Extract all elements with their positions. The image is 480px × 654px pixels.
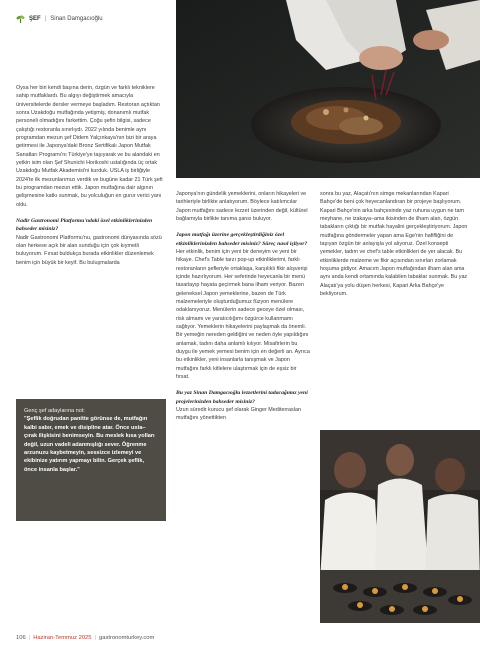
issue-date: Haziran-Temmuz 2025 (33, 635, 92, 641)
website-link[interactable]: gastronomturkey.com (99, 635, 155, 641)
footer-separator: | (28, 635, 31, 641)
kitchen-team-image (320, 430, 480, 623)
column-2 (176, 190, 311, 423)
question-2: Japon mutfağı üzerine gerçekleştirdiğiniz özel etkinliklerinizden bahseder misiniz? Süreç nasıl işliyor? (176, 232, 308, 247)
section-label: ŞEF (29, 16, 41, 22)
quote-body: "Şeflik doğrudan panitte görünse de, mutfağın kalbi sabır, emek ve disipline atar. Önce usta–çırak ilişkisini benimseyin. Bu meslek kısa yolları değil, uzun vadeli adanmışlığı sever. Öğrenme arzunuzu kaybetmeyin, sessizce izlemeyi ve ekibinize yatırım yapmayı bilin. Gerçek şeflik, önce insanla başlar." (24, 416, 155, 473)
answer-3: Uzun süredir kurucu şef olarak Ginger Mediterraslan mutfağını yönettikten (176, 407, 301, 422)
page-footer (16, 635, 154, 641)
chef-plating-photo (176, 0, 480, 178)
footer-separator-2: | (94, 635, 97, 641)
kitchen-team-photo (320, 430, 480, 623)
leaf-logo-icon (16, 14, 25, 24)
page-number: 106 (16, 635, 26, 641)
page-header (16, 14, 103, 24)
question-1: Nadir Gastronomi Platformu'ndaki özel etkinliklerinizden bahseder misiniz? (16, 218, 153, 233)
header-separator: | (44, 16, 47, 22)
col2-paragraph-1: Japonya'nın gündelik yemeklerini, onların hikayeleri ve tarihleriyle birlikte anlatıyorum. Böylece katılımcılar Japon mutfağını sadece lezzet üzerinden değil, kültürel bağlamıyla birlikte tanıma şansı buluyor. (176, 191, 308, 223)
column-1 (16, 84, 166, 267)
author-name: Sinan Damgacıoğlu (50, 16, 103, 22)
quote-box (16, 399, 166, 521)
intro-paragraph: Oysa her biri kendi başına derin, özgün ve farklı tekniklere sahip mutfaklardı. Bu algıyı değiştirmek amacıyla üniversitelerde dersler vermeye başladım. Restoran açtıktan sonra Uzakdoğu mutfağında yetişmiş, donanımlı mutfak personeli olmadığını farkettim. Çoğu şefin bilgisi, sadece çalıştığı restoranla sınırlıydı. 2022 yılında benimle aynı programdan mezun şef Didem Yalçınkaya'nın bizi bir araya getirmesi ile Japonya'daki Bronz Sertifikalı Japon Mutfak Sanatları Programı'nı Türkiye'ye taşıyarak ve bu alandaki en yetkin isim olan Şef Shunichi Horikoshi ustalığında üç ortak Uzakdoğu Mutfak Akademisi'ni kurduk. USLA iş birliğiyle 2024'te ilk mezunlarımızı verdik ve bugüne kadar 21 Türk şefi bu programdan mezun ettik. Japon mutfağına dair algının gelişmesine katkı sunmak, bu yolculuğun en gurur verici yanı oldu. (16, 85, 163, 208)
answer-1: Nadir Gastronomi Platformu'nu, gastronomi dünyasında sözü olan herkese açık bir alan sunduğu için çok kıymetli buluyorum. Fırsat buldukça burada etkinlikler düzenlemek benim için büyük bir keyif. Bu buluşmalarda (16, 234, 162, 266)
col3-paragraph-1: sonra bu yaz, Alaçatı'nın simge mekanlarından Kapari Bahçe'de beni çok heyecanlandıran bir projeye başlıyorum. Kapari Bahçe'nin arka bahçesinde yaz ruhuna uygun ne tam meyhane, ne izakaya–ama ikisinden de ilham alan, özgün tabakların çıktığı bir mutfak hayalini gerçekleştiriyorum. Japon mutfağına göndermeler yapan ama Ege'nin hafifliğini de taşıyan özgün bir anlayışla yol alıyoruz. Özel konsepti yemekler, tadım ve chef's table etkinlikleri de yer alacak. Bu etkinliklerde malzeme ve fikir açısından sınırları zorlamak hoşuma gidiyor. Amacım Japon mutfağından ilham alan ama aynı anda kendi ortamında kalabilen tabaklar sunmak. Bu yaz Alaçatı'ya yolu düşen herkesi, Kapari Arka Bahçe'ye bekliyorum. (320, 191, 468, 298)
chef-plating-image (176, 0, 480, 178)
quote-lead: Genç şef adaylarına not: (24, 408, 85, 414)
column-3 (320, 190, 470, 298)
question-3: Bu yaz Sinan Damgacıoğlu lezzetlerini tadacağımız yeni projelerinizden bahseder misiniz? (176, 390, 308, 405)
answer-2: Her etkinlik, benim için yeni bir deneyim ve yeni bir hikaye. Chef's Table tarzı pop-up etkinliklerimi, farklı restoranların şefleriyle ortaklaşa, karşılıklı fikir alışverişi içinde hazırlıyorum. Her seferinde heyecanla bir menü tasarlayıp hayata geçirmek bana ilham veriyor. Bazen geleneksel Japon yemeklerine, bazen de Türk malzemeleriyle oluşturduğumuz füzyon menülere odaklanıyoruz. Menülerin sadece geceye özel olması, risk almamı ve yaratıcılığımı özgürce kullanmamı sağlıyor. Yemeklerin hikayelerini paylaşmak da önemli. Bir yemeğin nereden geldiğini ve neden öyle yapıldığını anlamak, tadını daha anlamlı kılıyor. Misafirlerin bu duygu ile yemek yemesi benim için en değerli an. Ayrıca bu etkinlikler, yeni insanlarla tanışmak ve Japon mutfağını farklı kitlelere ulaştırmak için de eşsiz bir fırsat. (176, 248, 310, 381)
